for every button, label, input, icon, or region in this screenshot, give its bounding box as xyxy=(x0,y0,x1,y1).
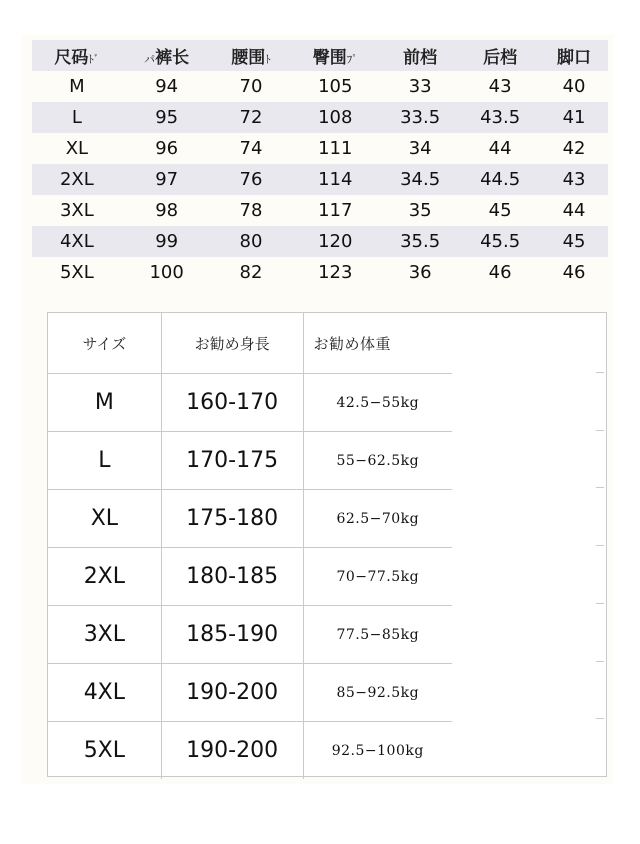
weight-cell: 62.5−70kg xyxy=(303,490,452,548)
cell: 97 xyxy=(155,169,179,190)
right-edge-tick xyxy=(596,718,604,719)
right-edge-tick xyxy=(596,603,604,604)
cell: 35.5 xyxy=(400,231,441,252)
size-cell: L xyxy=(48,432,161,490)
size-cell: 3XL xyxy=(48,606,161,664)
cell: M xyxy=(69,76,85,97)
cell: 76 xyxy=(239,169,263,190)
table-row xyxy=(32,71,608,102)
header-front-rise: 前档 xyxy=(403,48,438,68)
cell: 94 xyxy=(155,76,179,97)
cell: 33.5 xyxy=(400,107,441,128)
cell: 45 xyxy=(488,200,512,221)
cell: 41 xyxy=(562,107,586,128)
cell: 70 xyxy=(239,76,263,97)
weight-cell: 92.5−100kg xyxy=(331,742,424,759)
header-size: サイズ xyxy=(48,313,161,374)
cell: 45.5 xyxy=(480,231,521,252)
header-pants-length: パ裤长 xyxy=(144,48,190,68)
cell: 114 xyxy=(318,169,353,190)
cell: 40 xyxy=(562,76,586,97)
cell: 74 xyxy=(239,138,263,159)
header-hip: 臀围ﾌﾟ xyxy=(312,48,358,68)
cell: L xyxy=(71,107,82,128)
cell: 95 xyxy=(155,107,179,128)
size-cell: M xyxy=(48,374,161,432)
weight-cell: 77.5−85kg xyxy=(303,606,452,664)
cell: 4XL xyxy=(59,231,94,252)
height-cell: 175-180 xyxy=(161,490,303,548)
cell: 43.5 xyxy=(480,107,521,128)
weight-cell: 85−92.5kg xyxy=(303,664,452,722)
cell: 117 xyxy=(318,200,353,221)
cell: XL xyxy=(65,138,89,159)
size-chart-header-row xyxy=(32,40,608,71)
size-cell: 4XL xyxy=(48,664,161,722)
cell: 36 xyxy=(408,262,432,283)
cell: 44 xyxy=(488,138,512,159)
header-waist: 腰围ﾄ xyxy=(231,48,271,68)
table-row xyxy=(48,432,452,490)
cell: 3XL xyxy=(59,200,94,221)
header-hem: 脚口 xyxy=(557,48,592,68)
table-row xyxy=(48,722,452,780)
table-row xyxy=(32,257,608,288)
table-row xyxy=(48,374,452,432)
header-recommended-height: お勧め身長 xyxy=(161,313,303,374)
table-row xyxy=(32,195,608,226)
right-edge-tick xyxy=(596,545,604,546)
cell: 45 xyxy=(562,231,586,252)
size-cell: 2XL xyxy=(48,548,161,606)
height-cell: 160-170 xyxy=(161,374,303,432)
cell: 43 xyxy=(488,76,512,97)
right-edge-tick xyxy=(596,372,604,373)
cell: 100 xyxy=(149,262,184,283)
size-cell: XL xyxy=(48,490,161,548)
right-edge-tick xyxy=(596,430,604,431)
cell: 46 xyxy=(488,262,512,283)
cell: 80 xyxy=(239,231,263,252)
cell: 5XL xyxy=(59,262,94,283)
table-row xyxy=(48,664,452,722)
cell: 2XL xyxy=(59,169,94,190)
cell: 72 xyxy=(239,107,263,128)
cell: 96 xyxy=(155,138,179,159)
header-size: 尺码ﾄﾞ xyxy=(54,48,100,68)
height-cell: 190-200 xyxy=(161,722,303,780)
table-row xyxy=(32,133,608,164)
cell: 98 xyxy=(155,200,179,221)
right-edge-tick xyxy=(596,487,604,488)
header-recommended-weight: お勧め体重 xyxy=(303,313,452,374)
height-cell: 180-185 xyxy=(161,548,303,606)
weight-cell: 55−62.5kg xyxy=(303,432,452,490)
cell: 33 xyxy=(408,76,432,97)
cell: 46 xyxy=(562,262,586,283)
cell: 105 xyxy=(318,76,353,97)
height-cell: 190-200 xyxy=(161,664,303,722)
right-edge-tick xyxy=(596,661,604,662)
size-chart-table xyxy=(32,40,608,288)
header-back-rise: 后档 xyxy=(483,48,518,68)
weight-cell: 70−77.5kg xyxy=(303,548,452,606)
cell: 99 xyxy=(155,231,179,252)
cell: 43 xyxy=(562,169,586,190)
cell: 42 xyxy=(562,138,586,159)
cell: 78 xyxy=(239,200,263,221)
cell: 35 xyxy=(408,200,432,221)
table-row xyxy=(32,226,608,257)
cell: 34.5 xyxy=(400,169,441,190)
recommendation-header-row xyxy=(48,313,452,374)
weight-cell: 42.5−55kg xyxy=(303,374,452,432)
table-row xyxy=(48,490,452,548)
table-row xyxy=(32,102,608,133)
recommendation-box xyxy=(47,312,607,777)
height-cell: 170-175 xyxy=(161,432,303,490)
cell: 108 xyxy=(318,107,353,128)
cell: 111 xyxy=(318,138,353,159)
cell: 82 xyxy=(239,262,263,283)
height-cell: 185-190 xyxy=(161,606,303,664)
cell: 123 xyxy=(318,262,353,283)
table-row xyxy=(48,548,452,606)
size-cell: 5XL xyxy=(48,722,161,780)
table-row xyxy=(48,606,452,664)
cell: 44 xyxy=(562,200,586,221)
table-row xyxy=(32,164,608,195)
cell: 44.5 xyxy=(480,169,521,190)
recommendation-table xyxy=(48,313,452,779)
cell: 120 xyxy=(318,231,353,252)
cell: 34 xyxy=(408,138,432,159)
